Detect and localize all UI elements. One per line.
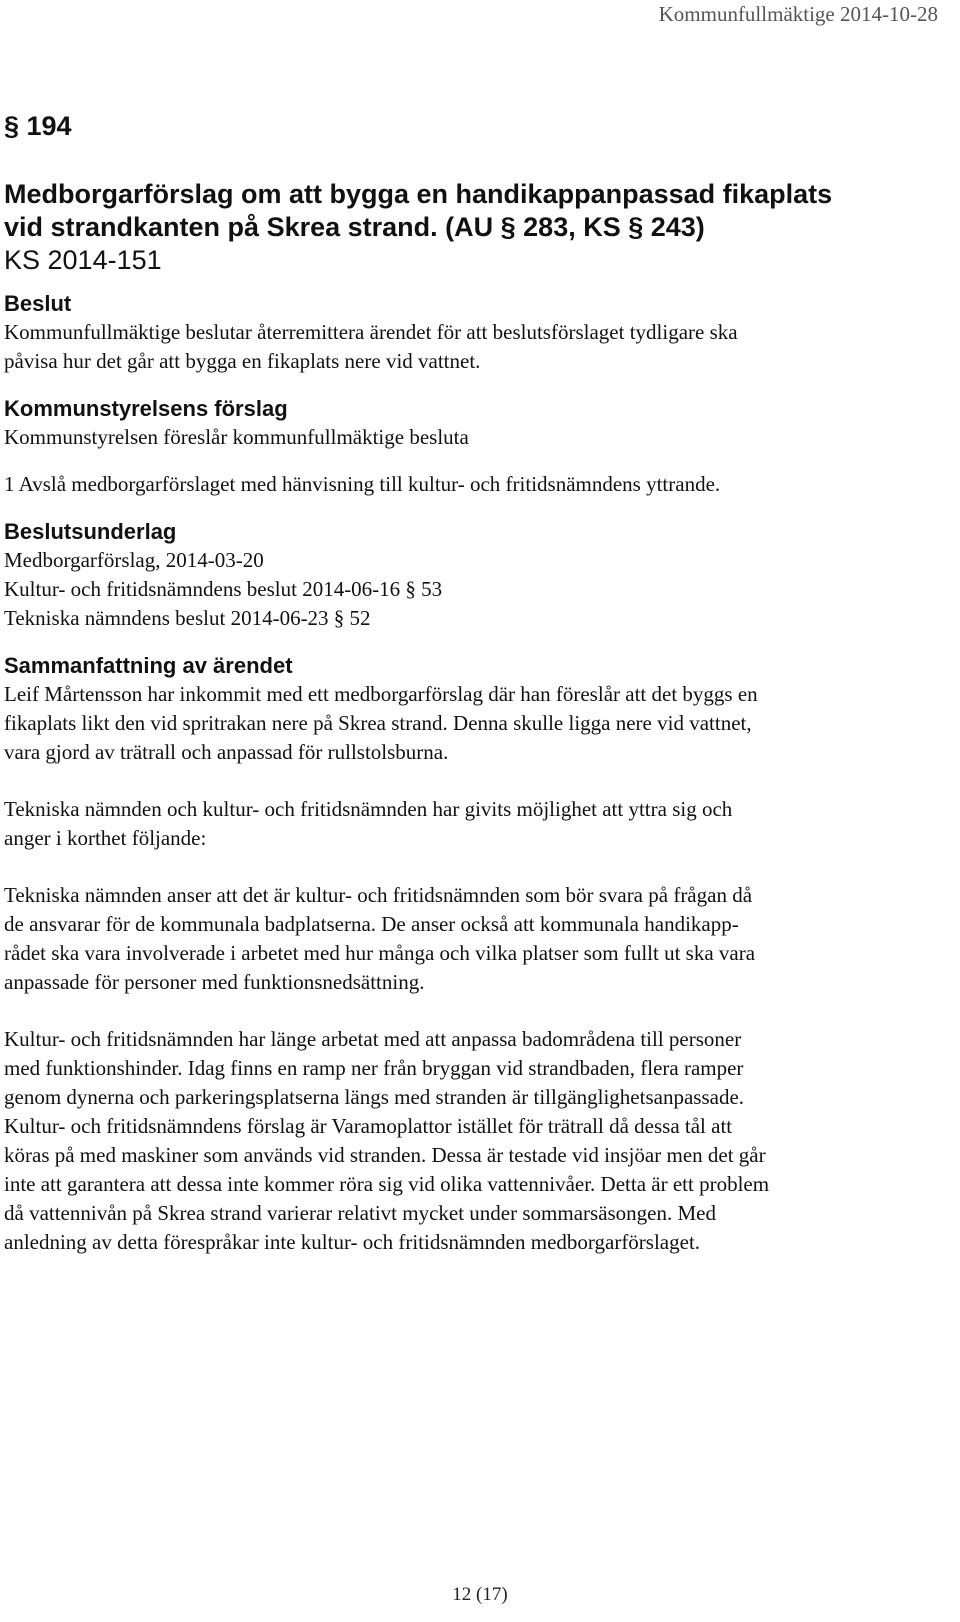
forslag-intro: Kommunstyrelsen föreslår kommunfullmäktige besluta	[4, 425, 469, 449]
text-line: påvisa hur det går att bygga en fikaplats nere vid vattnet.	[4, 349, 481, 373]
text-line: rådet ska vara involverade i arbetet med hur många och vilka platser som fullt ut ska vara	[4, 941, 756, 965]
text-line: anledning av detta förespråkar inte kultur- och fritidsnämnden medborgarförslaget.	[4, 1230, 701, 1254]
case-title-line: Medborgarförslag om att bygga en handikappanpassad fikaplats	[4, 179, 833, 209]
forslag-item: 1 Avslå medborgarförslaget med hänvisning till kultur- och fritidsnämndens yttrande.	[4, 472, 721, 496]
underlag-item: Kultur- och fritidsnämndens beslut 2014-06-16 § 53	[4, 577, 443, 601]
summary-paragraph-1	[4, 680, 944, 767]
text-line: anpassade för personer med funktionsnedsättning.	[4, 970, 425, 994]
page-number: 12 (17)	[452, 1584, 508, 1605]
text-line: Kultur- och fritidsnämndens förslag är Varamoplattor istället för trätrall då dessa tål att	[4, 1114, 733, 1138]
summary-paragraph-3	[4, 881, 944, 997]
underlag-item: Tekniska nämndens beslut 2014-06-23 § 52	[4, 606, 371, 630]
text-line: med funktionshinder. Idag finns en ramp ner från bryggan vid strandbaden, flera ramper	[4, 1056, 744, 1080]
text-line: Kommunfullmäktige beslutar återremittera ärendet för att beslutsförslaget tydligare ska	[4, 320, 738, 344]
paragraph-number: § 194	[4, 111, 72, 141]
text-line: genom dynerna och parkeringsplatserna längs med stranden är tillgänglighetsanpassade.	[4, 1085, 745, 1109]
underlag-item: Medborgarförslag, 2014-03-20	[4, 548, 264, 572]
text-line: Kultur- och fritidsnämnden har länge arbetat med att anpassa badområdena till personer	[4, 1027, 742, 1051]
text-line: vara gjord av trätrall och anpassad för rullstolsburna.	[4, 740, 449, 764]
section-heading-beslut: Beslut	[4, 291, 72, 316]
section-heading-forslag: Kommunstyrelsens förslag	[4, 396, 288, 421]
underlag-list	[4, 546, 944, 633]
text-line: de ansvarar för de kommunala badplatserna. De anser också att kommunala handikapp-	[4, 912, 739, 936]
summary-paragraph-4	[4, 1025, 944, 1257]
text-line: Leif Mårtensson har inkommit med ett medborgarförslag där han föreslår att det byggs en	[4, 682, 758, 706]
text-line: då vattennivån på Skrea strand varierar relativt mycket under sommarsäsongen. Med	[4, 1201, 717, 1225]
case-title-line: vid strandkanten på Skrea strand. (AU § 283, KS § 243)	[4, 212, 705, 242]
text-line: anger i korthet följande:	[4, 826, 207, 850]
text-line: Tekniska nämnden och kultur- och fritidsnämnden har givits möjlighet att yttra sig och	[4, 797, 733, 821]
section-heading-sammanfattning: Sammanfattning av ärendet	[4, 653, 293, 678]
text-line: Tekniska nämnden anser att det är kultur- och fritidsnämnden som bör svara på frågan då	[4, 883, 753, 907]
text-line: köras på med maskiner som används vid stranden. Dessa är testade vid insjöar men det går	[4, 1143, 766, 1167]
beslut-text	[4, 318, 944, 376]
text-line: fikaplats likt den vid spritrakan nere på Skrea strand. Denna skulle ligga nere vid vattnet,	[4, 711, 752, 735]
section-heading-underlag: Beslutsunderlag	[4, 519, 177, 544]
text-line: inte att garantera att dessa inte kommer röra sig vid olika vattennivåer. Detta är ett problem	[4, 1172, 770, 1196]
case-number: KS 2014-151	[4, 245, 162, 275]
summary-paragraph-2	[4, 795, 944, 853]
document-body	[4, 110, 944, 1257]
running-header: Kommunfullmäktige 2014-10-28	[658, 2, 938, 26]
case-title	[4, 178, 944, 244]
